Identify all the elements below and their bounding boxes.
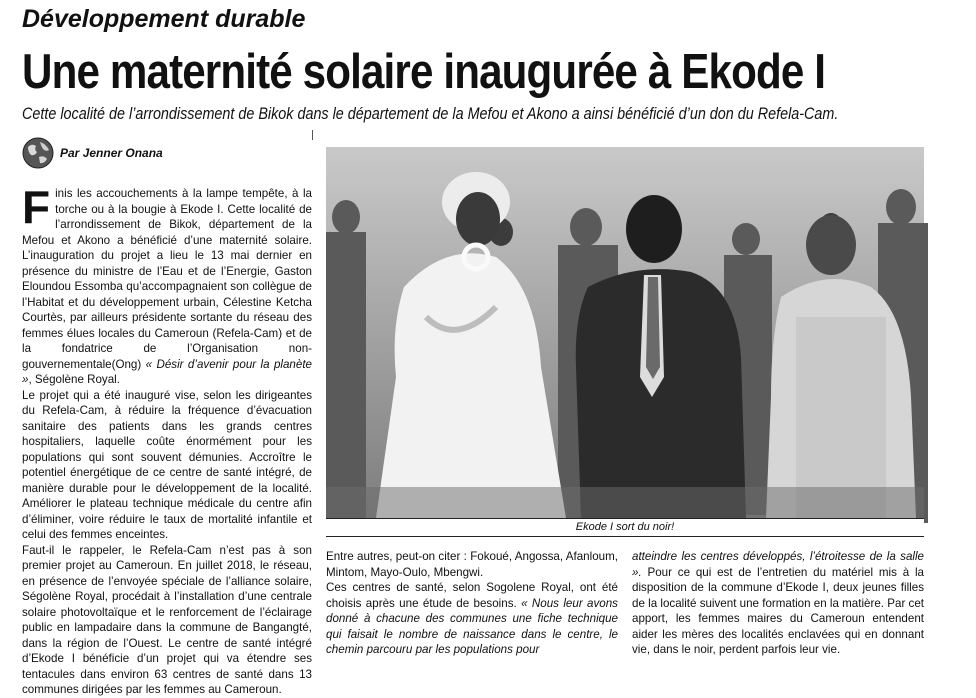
paragraph-communes: Entre autres, peut-on citer : Fokoué, Angossa, Afanloum, Mintom, Mayo-Oulo, Mbengwi.	[326, 550, 618, 579]
rubric: Développement durable	[22, 5, 306, 33]
paragraph-history: Faut-il le rappeler, le Refela-Cam n’est pas à son premier projet au Cameroun. En juillet 2018, le réseau, en présence de l’envoyée spéciale de l’alliance solaire, Ségolène Royal, procédait à l’installation d’une centrale solaire photovoltaïque et le renforcement de l’éclairage public en lampadaire dans la commune de Bangangté, dans la région de l’Ouest. Le centre de santé intégré d’Ekode I bénéficie d’un projet qui va étendre ses tentacules dans environ 63 centres de santé dans 13 communes dirigées par les femmes au Cameroun.	[22, 543, 312, 696]
column-2	[326, 549, 618, 656]
headline: Une maternité solaire inaugurée à Ekode I	[22, 45, 826, 99]
globe-icon	[22, 137, 54, 169]
selection-quote: « Nous leur avons donné à chacune des communes une fiche technique qui faisait le nombre de naissance dans le centre, le chemin parcouru par les populations pour	[326, 596, 618, 656]
byline: Par Jenner Onana	[60, 146, 163, 160]
intro-text: inis les accouchements à la lampe tempête, à la torche ou à la bougie à Ekode I. Cette localité de l’arrondissement de Bikok, département de la Mefou et Akono a bénéficié d’une maternité solaire. L’inauguration du projet a lieu le 13 mai dernier en présence du ministre de l’Eau et de l’Energie, Gaston Eloundou Essomba qu’accompagnaient son collègue de l’Habitat et du développement urbain, Célestine Ketcha Courtès, par ailleurs présidente sortante du réseau des femmes élues locales du Cameroun (Refela-Cam) et de la fondatrice de l’Organisation non-gouvernementale(Ong)	[22, 187, 312, 371]
paragraph-objectives: Le projet qui a été inauguré vise, selon les dirigeantes du Refela-Cam, à réduire la fréquence d’évacuation sanitaire des patients dans les grands centres hospitaliers, laquelle coûte énormément pour les populations qui sont souvent démunies. Accroître le potentiel énergétique de ce centre de santé intégré, de manière durable pour le développement de la localité. Améliorer le plateau technique médicale du centre afin d’éliminer, voire réduire le taux de mortalité infantile et celui des femmes enceintes.	[22, 388, 312, 541]
article-photo	[326, 147, 924, 518]
column-1	[22, 181, 312, 696]
maintenance-quote: atteindre les centres développés, l’étroitesse de la salle ».	[632, 550, 924, 579]
photo-caption: Ekode I sort du noir!	[575, 521, 675, 533]
maintenance-text: Pour ce qui est de l’entretien du matériel mis à la disposition de la commune d’Ekode I, deux jeunes filles de la localité suivent une formation en la matière. Par cet apport, les femmes maires du Cameroun entendent aider les mères des localités enclavées qui en donnant vie, dans le noir, perdent parfois leur vie.	[632, 565, 924, 656]
intro-quote: « Désir d’avenir pour la planète »	[22, 357, 312, 386]
selection-text: Ces centres de santé, selon Sogolene Royal, ont été choisis après une étude de besoins.	[326, 581, 618, 610]
column-3	[632, 549, 924, 656]
intro-end: , Ségolène Royal.	[28, 373, 120, 386]
caption-bar	[326, 518, 924, 537]
paragraph-maintenance	[632, 549, 924, 658]
paragraph-selection	[326, 580, 618, 658]
dropcap: F	[22, 181, 51, 233]
paragraph-intro	[22, 181, 312, 388]
column-rule	[312, 130, 313, 140]
chapo: Cette localité de l’arrondissement de Bikok dans le département de la Mefou et Akono a ainsi bénéficié d’un don du Refela-Cam.	[22, 104, 839, 123]
